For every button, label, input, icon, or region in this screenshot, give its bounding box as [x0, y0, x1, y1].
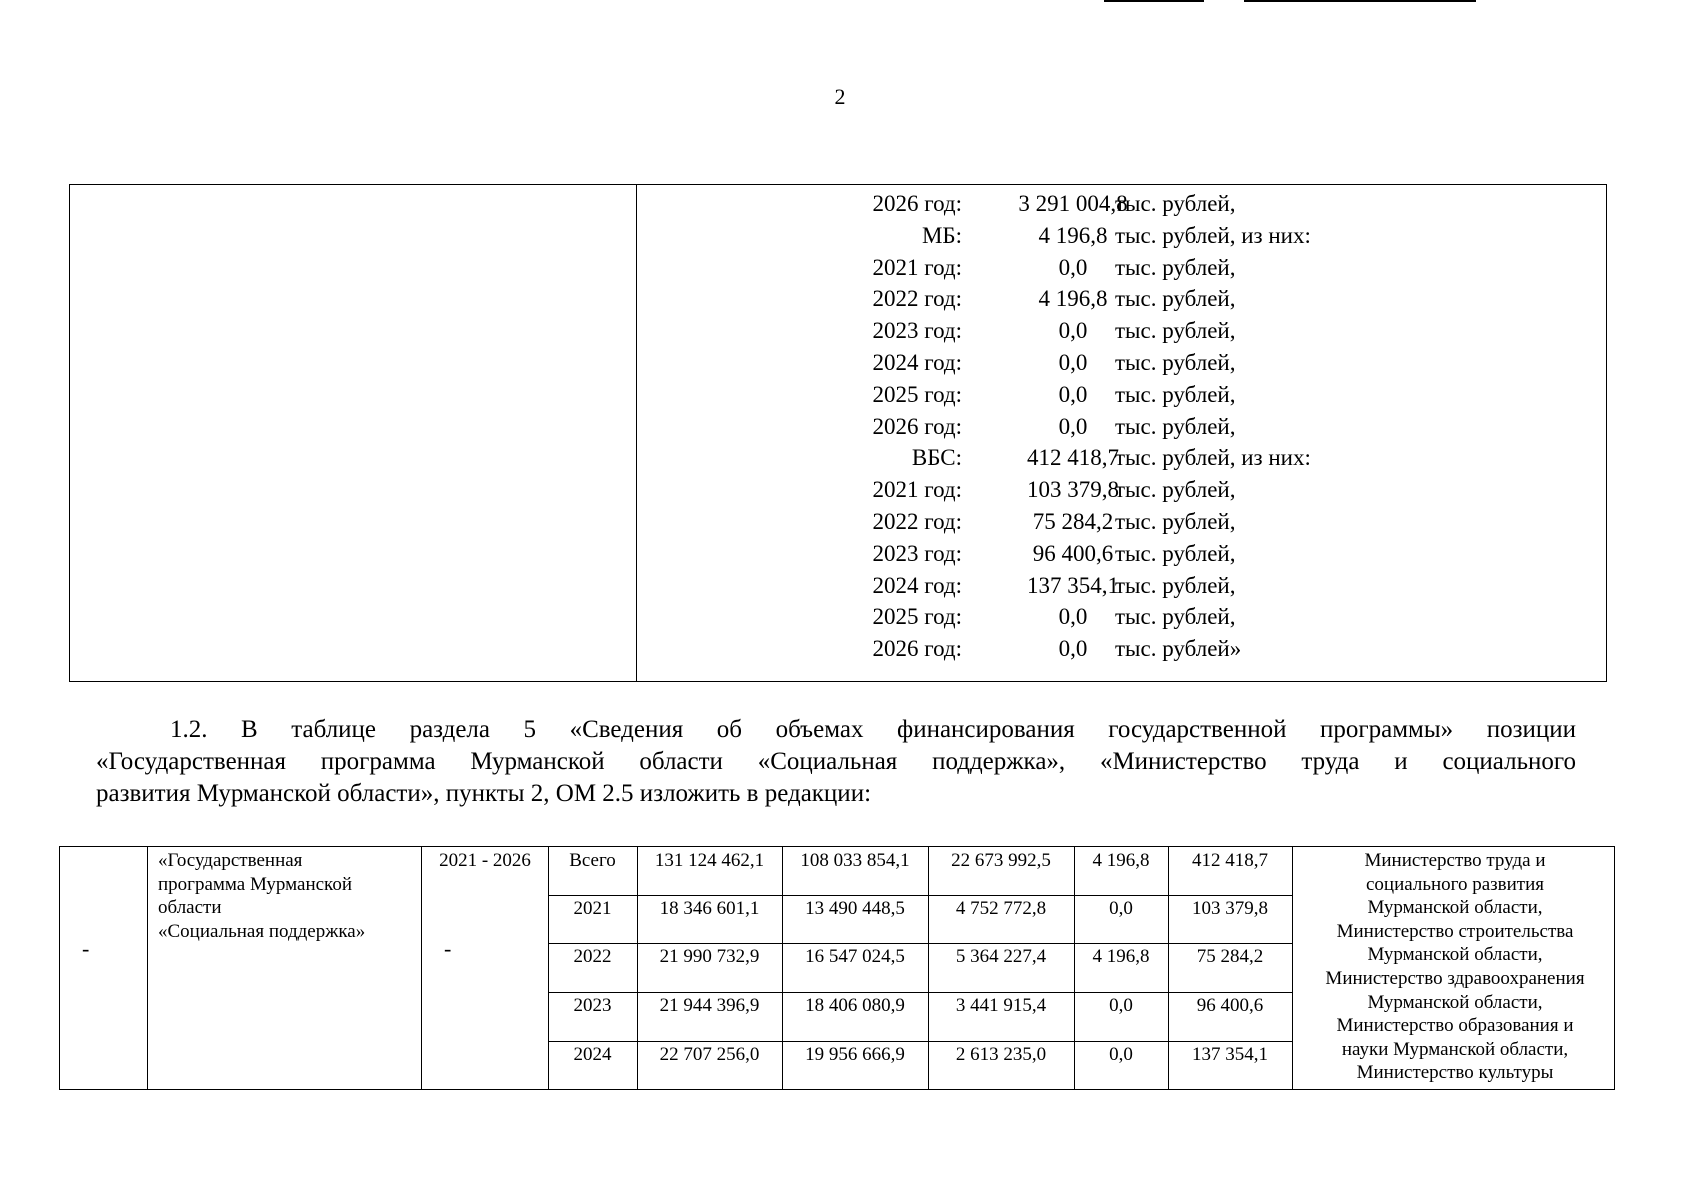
total-cell: 21 944 396,9	[659, 995, 760, 1016]
funding-unit: тыс. рублей,	[1115, 540, 1236, 566]
year-cell: 2022	[573, 946, 612, 967]
funding-value: 0,0	[1058, 350, 1088, 375]
funding-unit: тыс. рублей,	[1115, 381, 1236, 407]
year-cell: 2024	[573, 1044, 612, 1065]
regional-cell: 5 364 227,4	[955, 946, 1047, 967]
first-column-dash: -	[82, 936, 90, 961]
funding-label: 2022 год:	[872, 509, 962, 534]
paragraph-line: развития Мурманской области», пункты 2, ОМ 2.5 изложить в редакции:	[96, 780, 872, 807]
funding-unit: тыс. рублей,	[1115, 350, 1236, 375]
ministry-line: Мурманской области,	[1367, 944, 1543, 966]
funding-unit: тыс. рублей,	[1115, 604, 1236, 630]
funding-line	[70, 442, 1606, 474]
total-cell: 131 124 462,1	[654, 850, 765, 871]
page-number: 2	[834, 84, 846, 109]
funding-value: 137 354,1	[1027, 572, 1119, 598]
funding-label: 2021 год:	[872, 477, 962, 503]
funding-label: 2024 год:	[872, 572, 962, 598]
funding-unit: тыс. рублей,	[1115, 191, 1236, 216]
funding-label: 2022 год:	[872, 286, 962, 312]
responsible-ministries	[1294, 849, 1616, 1085]
program-period: 2021 - 2026	[439, 850, 531, 871]
funding-value: 4 196,8	[1038, 286, 1108, 312]
ministry-line: Министерство образования и	[1336, 1015, 1574, 1037]
ministry-line: Министерство строительства	[1336, 920, 1574, 942]
program-name-line: программа Мурманской	[158, 873, 352, 895]
program-name-line: «Социальная поддержка»	[158, 920, 366, 942]
mb-cell: 0,0	[1109, 898, 1133, 919]
funding-line	[70, 252, 1606, 284]
ministry-line: Министерство здравоохранения	[1325, 967, 1585, 989]
funding-value: 3 291 004,8	[1018, 191, 1128, 216]
funding-label: ВБС:	[911, 445, 962, 471]
program-name-line: области	[158, 897, 222, 919]
mb-cell: 0,0	[1109, 995, 1133, 1016]
total-cell: 21 990 732,9	[659, 946, 760, 967]
funding-value: 0,0	[1058, 636, 1088, 662]
funding-value: 4 196,8	[1038, 222, 1108, 248]
funding-line	[70, 474, 1606, 506]
funding-line	[70, 506, 1606, 538]
funding-unit: тыс. рублей»	[1115, 636, 1242, 662]
year-cell: 2021	[573, 898, 612, 919]
ministry-line: Министерство культуры	[1356, 1062, 1554, 1084]
period-dash: -	[444, 936, 452, 961]
ministry-line: Мурманской области,	[1367, 991, 1543, 1013]
funding-unit: тыс. рублей, из них:	[1115, 222, 1311, 248]
funding-value: 0,0	[1058, 254, 1088, 280]
funding-unit: тыс. рублей,	[1115, 509, 1236, 534]
regional-cell: 2 613 235,0	[955, 1044, 1047, 1065]
funding-line	[70, 315, 1606, 347]
federal-cell: 108 033 854,1	[800, 850, 910, 871]
paragraph-line: 1.2. В таблице раздела 5 «Сведения об объемах финансирования государственной программы» позиции	[170, 716, 1576, 743]
funding-unit: тыс. рублей, из них:	[1115, 445, 1311, 471]
federal-cell: 18 406 080,9	[805, 995, 905, 1016]
funding-label: 2026 год:	[872, 413, 962, 439]
funding-unit: тыс. рублей,	[1115, 572, 1236, 598]
program-name	[158, 849, 418, 943]
vbs-cell: 75 284,2	[1196, 946, 1264, 967]
ministry-line: Мурманской области,	[1367, 897, 1543, 919]
regional-cell: 4 752 772,8	[955, 898, 1047, 919]
top-rule-left	[1104, 0, 1204, 2]
funding-label: МБ:	[921, 222, 962, 248]
funding-unit: тыс. рублей,	[1115, 413, 1236, 439]
funding-value: 103 379,8	[1027, 477, 1119, 503]
federal-cell: 13 490 448,5	[805, 898, 905, 919]
year-cell: 2023	[573, 995, 612, 1016]
total-cell: 18 346 601,1	[659, 898, 760, 919]
funding-label: 2026 год:	[872, 191, 962, 216]
year-cell: Всего	[569, 850, 616, 871]
funding-line	[70, 379, 1606, 411]
table-row-border	[548, 895, 1292, 896]
funding-unit: тыс. рублей,	[1115, 318, 1236, 344]
funding-line	[70, 538, 1606, 570]
funding-value: 0,0	[1058, 604, 1088, 630]
funding-value: 0,0	[1058, 413, 1088, 439]
funding-line	[70, 601, 1606, 633]
federal-cell: 19 956 666,9	[805, 1044, 905, 1065]
funding-unit: тыс. рублей,	[1115, 286, 1236, 312]
program-name-line: «Государственная	[158, 850, 303, 871]
funding-line	[70, 570, 1606, 602]
vbs-cell: 412 418,7	[1192, 850, 1268, 871]
funding-line	[70, 283, 1606, 315]
funding-unit: тыс. рублей,	[1115, 254, 1236, 280]
funding-label: 2025 год:	[872, 604, 962, 630]
ministry-line: Министерство труда и	[1364, 850, 1546, 871]
funding-label: 2021 год:	[872, 254, 962, 280]
vbs-cell: 96 400,6	[1196, 995, 1264, 1016]
funding-value: 75 284,2	[1032, 509, 1114, 534]
funding-label: 2026 год:	[872, 636, 962, 662]
federal-cell: 16 547 024,5	[805, 946, 905, 967]
mb-cell: 0,0	[1109, 1044, 1133, 1065]
funding-label: 2023 год:	[872, 318, 962, 344]
funding-label: 2025 год:	[872, 381, 962, 407]
funding-line	[70, 347, 1606, 379]
ministry-line: социального развития	[1365, 873, 1545, 895]
funding-unit: тыс. рублей,	[1115, 477, 1236, 503]
funding-value: 0,0	[1058, 381, 1088, 407]
funding-line	[70, 411, 1606, 443]
regional-cell: 3 441 915,4	[955, 995, 1047, 1016]
table-row-border	[548, 943, 1292, 944]
program-funding-table	[59, 846, 1615, 1090]
table-col-border	[421, 847, 422, 1089]
table-row-border	[548, 992, 1292, 993]
funding-label: 2023 год:	[872, 540, 962, 566]
top-rule-right	[1244, 0, 1476, 2]
total-cell: 22 707 256,0	[659, 1044, 760, 1065]
funding-line	[70, 633, 1606, 665]
vbs-cell: 103 379,8	[1192, 898, 1268, 919]
table-col-border	[1292, 847, 1293, 1089]
funding-value: 96 400,6	[1032, 540, 1114, 566]
funding-label: 2024 год:	[872, 350, 962, 375]
table-col-border	[147, 847, 148, 1089]
funding-value: 412 418,7	[1027, 445, 1119, 471]
funding-line	[70, 220, 1606, 252]
paragraph-line: «Государственная программа Мурманской области «Социальная поддержка», «Министерство труда и социального	[96, 748, 1576, 775]
funding-line	[70, 188, 1606, 220]
funding-box	[69, 184, 1607, 682]
mb-cell: 4 196,8	[1092, 850, 1150, 871]
mb-cell: 4 196,8	[1092, 946, 1150, 967]
ministry-line: науки Мурманской области,	[1341, 1038, 1569, 1060]
amendment-paragraph	[96, 714, 1576, 810]
regional-cell: 22 673 992,5	[951, 850, 1051, 871]
table-row-border	[548, 1041, 1292, 1042]
funding-value: 0,0	[1058, 318, 1088, 344]
vbs-cell: 137 354,1	[1192, 1044, 1268, 1065]
